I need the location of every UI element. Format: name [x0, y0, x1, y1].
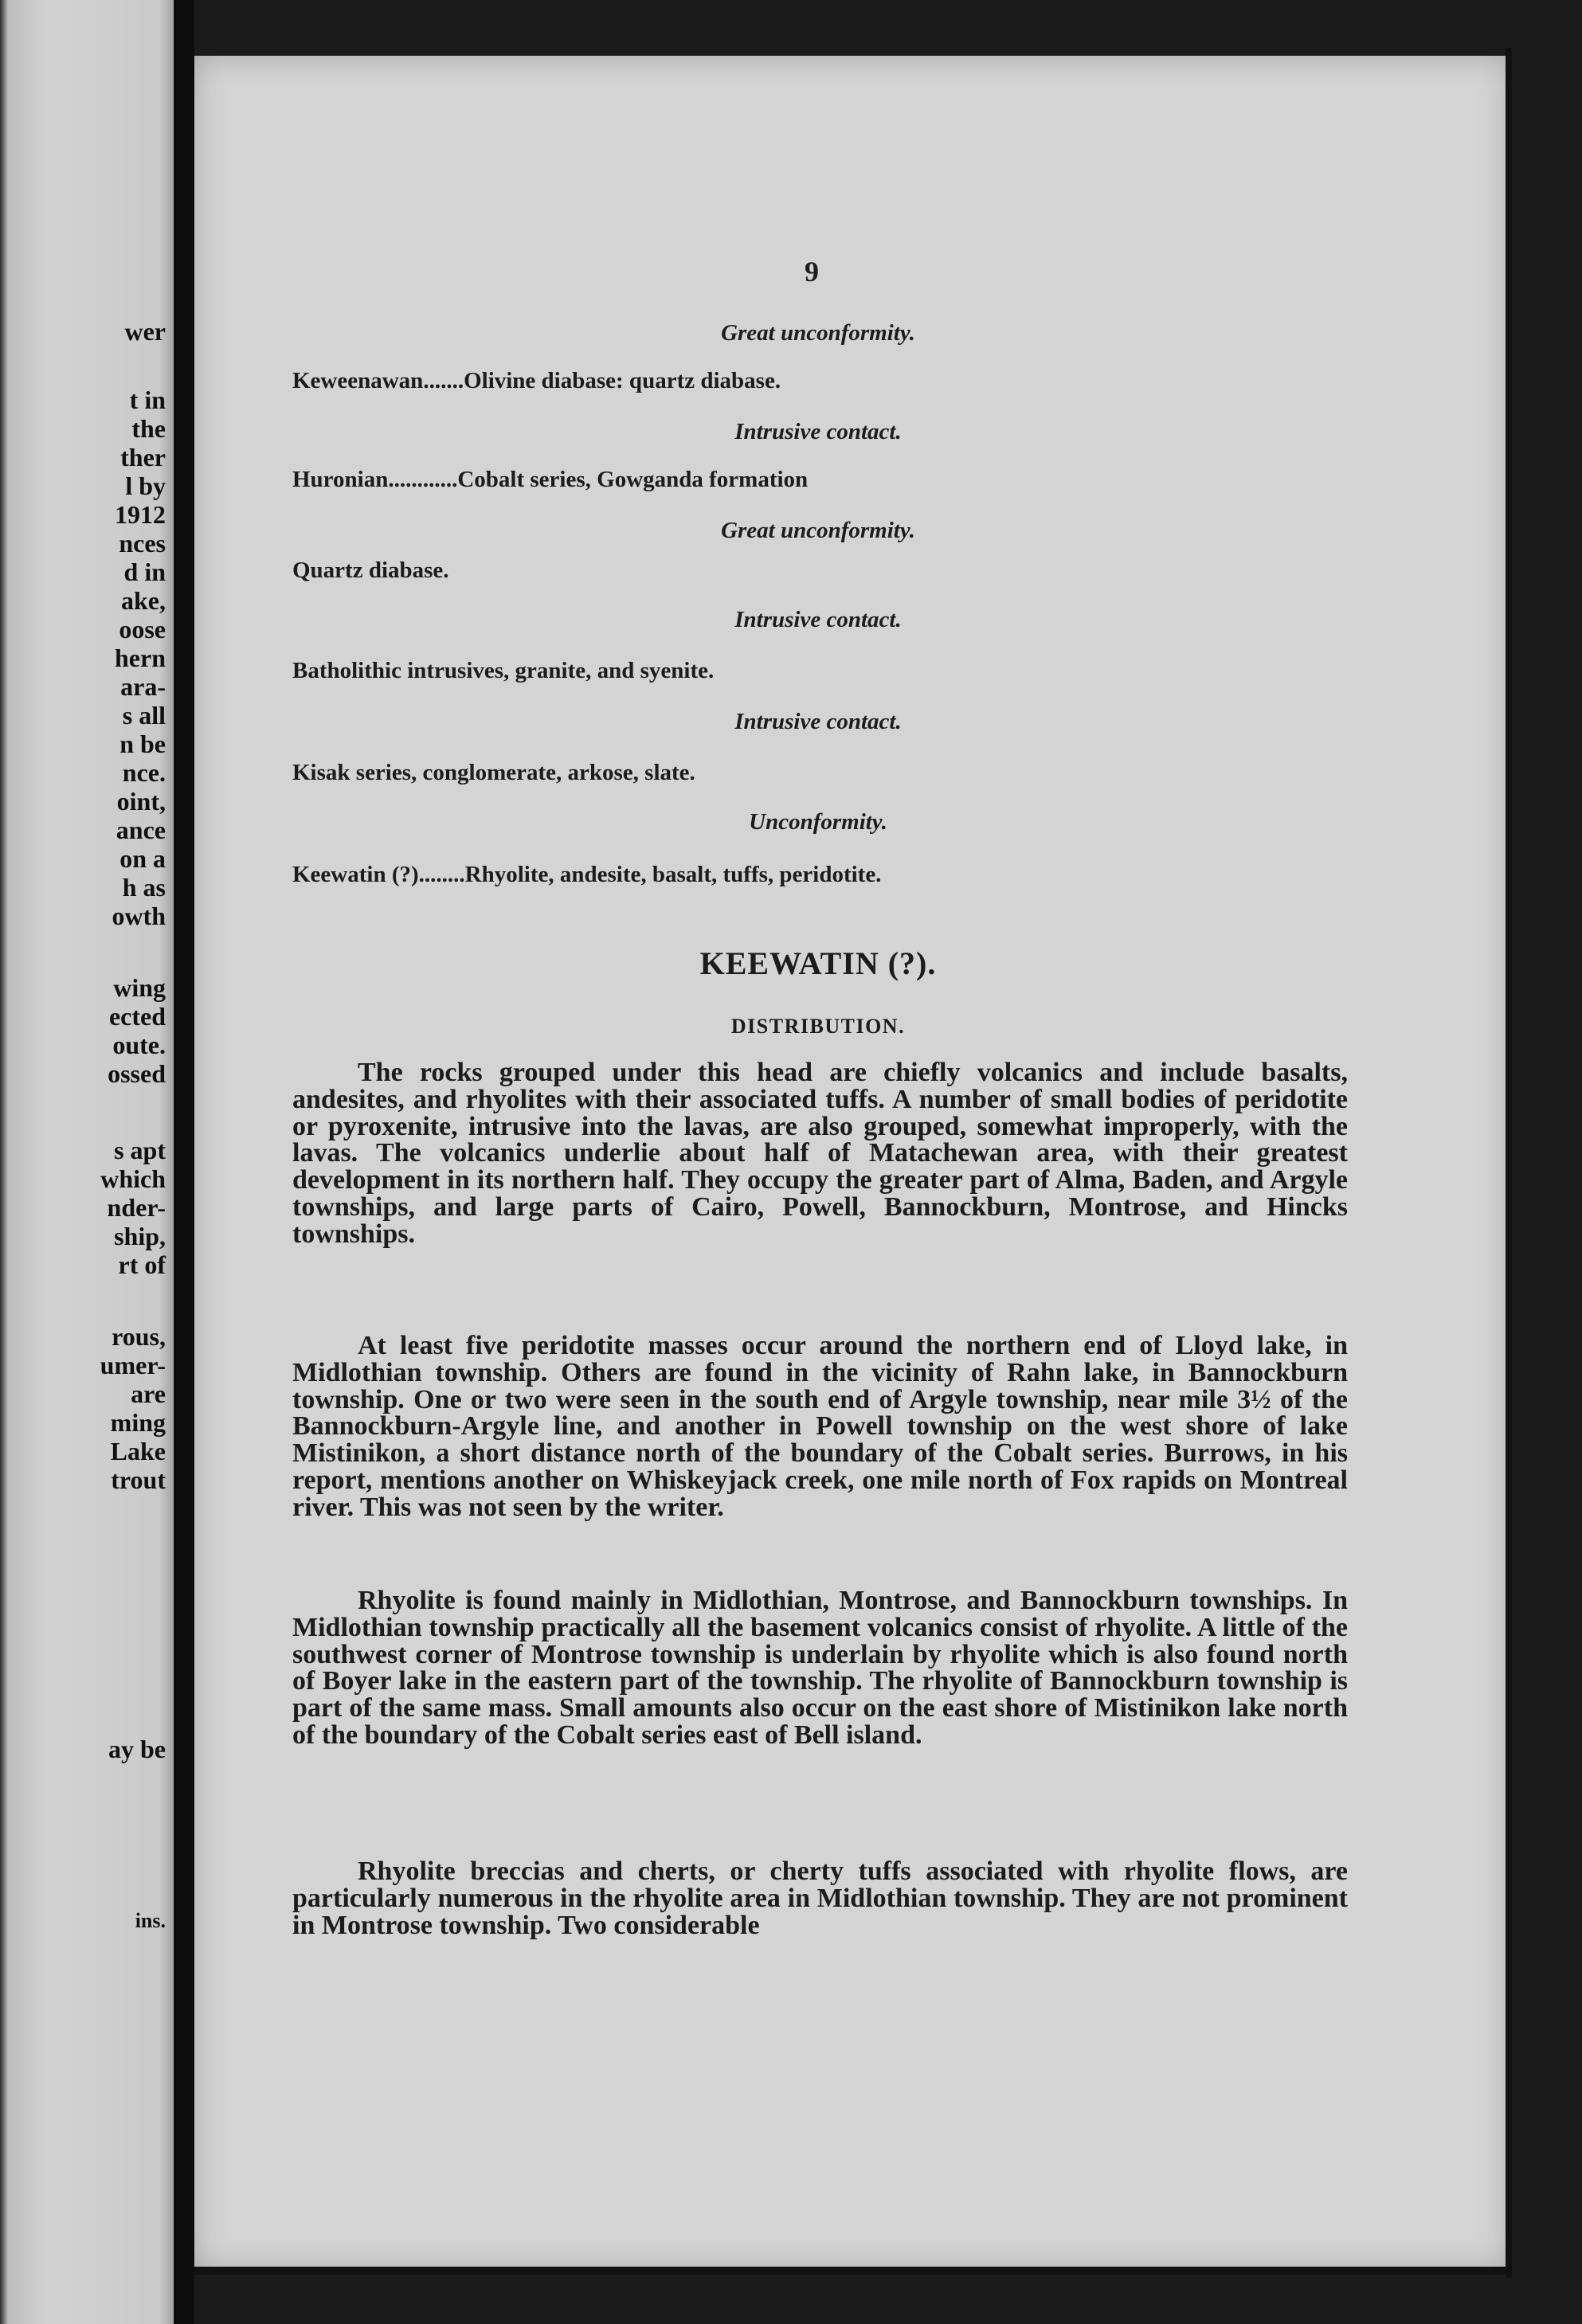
section-title: KEEWATIN (?). — [699, 945, 937, 981]
facing-page-fragment: Lake — [110, 1437, 166, 1465]
facing-page-fragment: 1912 — [115, 500, 166, 529]
facing-page-fragment: t in — [129, 385, 166, 414]
facing-page-fragment: ance — [116, 816, 166, 844]
facing-page-fragment: ara- — [120, 672, 166, 701]
facing-page-fragment: nce. — [122, 758, 166, 787]
facing-page-fragment: rt of — [118, 1250, 166, 1279]
facing-page-fragment: n be — [119, 730, 166, 758]
facing-page-fragment: d in — [123, 558, 166, 586]
book-spine — [174, 0, 194, 2324]
keweenawan-label: Keweenawan....... — [292, 368, 464, 393]
facing-page-fragment: ected — [108, 1002, 166, 1031]
intrusive-contact-heading: Intrusive contact. — [734, 607, 902, 632]
batholithic-row: Batholithic intrusives, granite, and syenite. — [292, 658, 715, 683]
facing-page-fragment: oute. — [112, 1031, 166, 1059]
section-subtitle: DISTRIBUTION. — [730, 1015, 906, 1038]
facing-page-fragment: nces — [119, 529, 166, 558]
facing-page-fragment: oint, — [116, 787, 166, 816]
facing-page-fragment: the — [131, 414, 166, 443]
kisak-row: Kisak series, conglomerate, arkose, slate. — [292, 760, 695, 785]
facing-page-fragment: umer- — [100, 1351, 166, 1379]
facing-page-fragment: ossed — [108, 1059, 166, 1088]
keewatin-description: Rhyolite, andesite, basalt, tuffs, peridotite. — [464, 862, 882, 887]
keewatin-label: Keewatin (?)........ — [292, 862, 465, 887]
page-number: 9 — [805, 256, 819, 288]
scan-border-bottom — [194, 2267, 1512, 2275]
facing-page-fragment: which — [100, 1164, 166, 1193]
facing-page-fragment: rous, — [112, 1322, 166, 1351]
great-unconformity-heading: Great unconformity. — [721, 518, 915, 543]
huronian-row — [292, 467, 1344, 493]
facing-page-fragment: wer — [124, 317, 166, 346]
facing-page-fragment: h as — [122, 873, 166, 902]
facing-page-strip — [0, 0, 177, 2324]
facing-page-fragment: s all — [122, 701, 166, 730]
facing-page-fragment: ay be — [108, 1735, 166, 1763]
great-unconformity-heading: Great unconformity. — [721, 320, 915, 346]
facing-page-fragment: are — [131, 1379, 166, 1408]
facing-page-fragment: wing — [113, 973, 166, 1002]
facing-page-fragment: trout — [111, 1465, 166, 1494]
facing-page-fragment: nder- — [107, 1193, 166, 1222]
facing-page-fragment: l by — [125, 471, 166, 500]
keweenawan-description: Olivine diabase: quartz diabase. — [464, 368, 781, 393]
huronian-label: Huronian............ — [292, 467, 458, 492]
unconformity-heading: Unconformity. — [749, 809, 887, 835]
scan-border-right — [1506, 48, 1512, 2278]
body-paragraph: At least five peridotite masses occur around the northern end of Lloyd lake, in Midlothian township. Others are found in the vicinity of Rahn lake, in Bannockburn township. One or two were seen in the south end of Argyle township, near mile 3½ of the Bannockburn-Argyle line, and another in Powell township on the west shore of lake Mistinikon, a short distance north of the boundary of the Cobalt series. Burrows, in his report, mentions another on Whiskeyjack creek, one mile north of Fox rapids on Montreal river. This was not seen by the writer. — [292, 1331, 1348, 1522]
quartz-diabase-row: Quartz diabase. — [292, 558, 449, 583]
facing-page-fragment: s apt — [114, 1136, 166, 1164]
facing-page-fragment: ake, — [121, 586, 166, 615]
facing-page-fragment: hern — [115, 644, 166, 672]
huronian-description: Cobalt series, Gowganda formation — [457, 467, 809, 492]
intrusive-contact-heading: Intrusive contact. — [734, 709, 902, 734]
facing-page-fragment: ther — [120, 443, 166, 471]
facing-page-fragment: on a — [119, 844, 166, 873]
body-paragraph: The rocks grouped under this head are chiefly volcanics and include basalts, andesites, and rhyolites with their associated tuffs. A number of small bodies of peridotite or pyroxenite, intrusive into the lavas, are also grouped, somewhat improperly, with the lavas. The volcanics underlie about half of Matachewan area, with their greatest development in its northern half. They occupy the greater part of Alma, Baden, and Argyle townships, and large parts of Cairo, Powell, Bannockburn, Montrose, and Hincks townships. — [292, 1058, 1348, 1249]
body-paragraph: Rhyolite is found mainly in Midlothian, Montrose, and Bannockburn townships. In Midlothian township practically all the basement volcanics consist of rhyolite. A little of the southwest corner of Montrose township is underlain by rhyolite which is also found north of Boyer lake in the eastern part of the township. The rhyolite of Bannockburn township is part of the same mass. Small amounts also occur on the east shore of Mistinikon lake north of the boundary of the Cobalt series east of Bell island. — [292, 1586, 1348, 1750]
keewatin-row — [292, 862, 1344, 888]
facing-page-fragment: ming — [110, 1408, 166, 1437]
facing-page-fragment: ins. — [135, 1909, 166, 1932]
keweenawan-row — [292, 368, 1344, 394]
facing-page-fragment: ship, — [114, 1222, 166, 1250]
intrusive-contact-heading: Intrusive contact. — [734, 419, 902, 444]
facing-page-fragment: oose — [119, 615, 166, 644]
body-paragraph: Rhyolite breccias and cherts, or cherty tuffs associated with rhyolite flows, are particularly numerous in the rhyolite area in Midlothian township. They are not prominent in Montrose township. Two considerable — [292, 1856, 1348, 1940]
facing-page-fragment: owth — [112, 902, 166, 930]
